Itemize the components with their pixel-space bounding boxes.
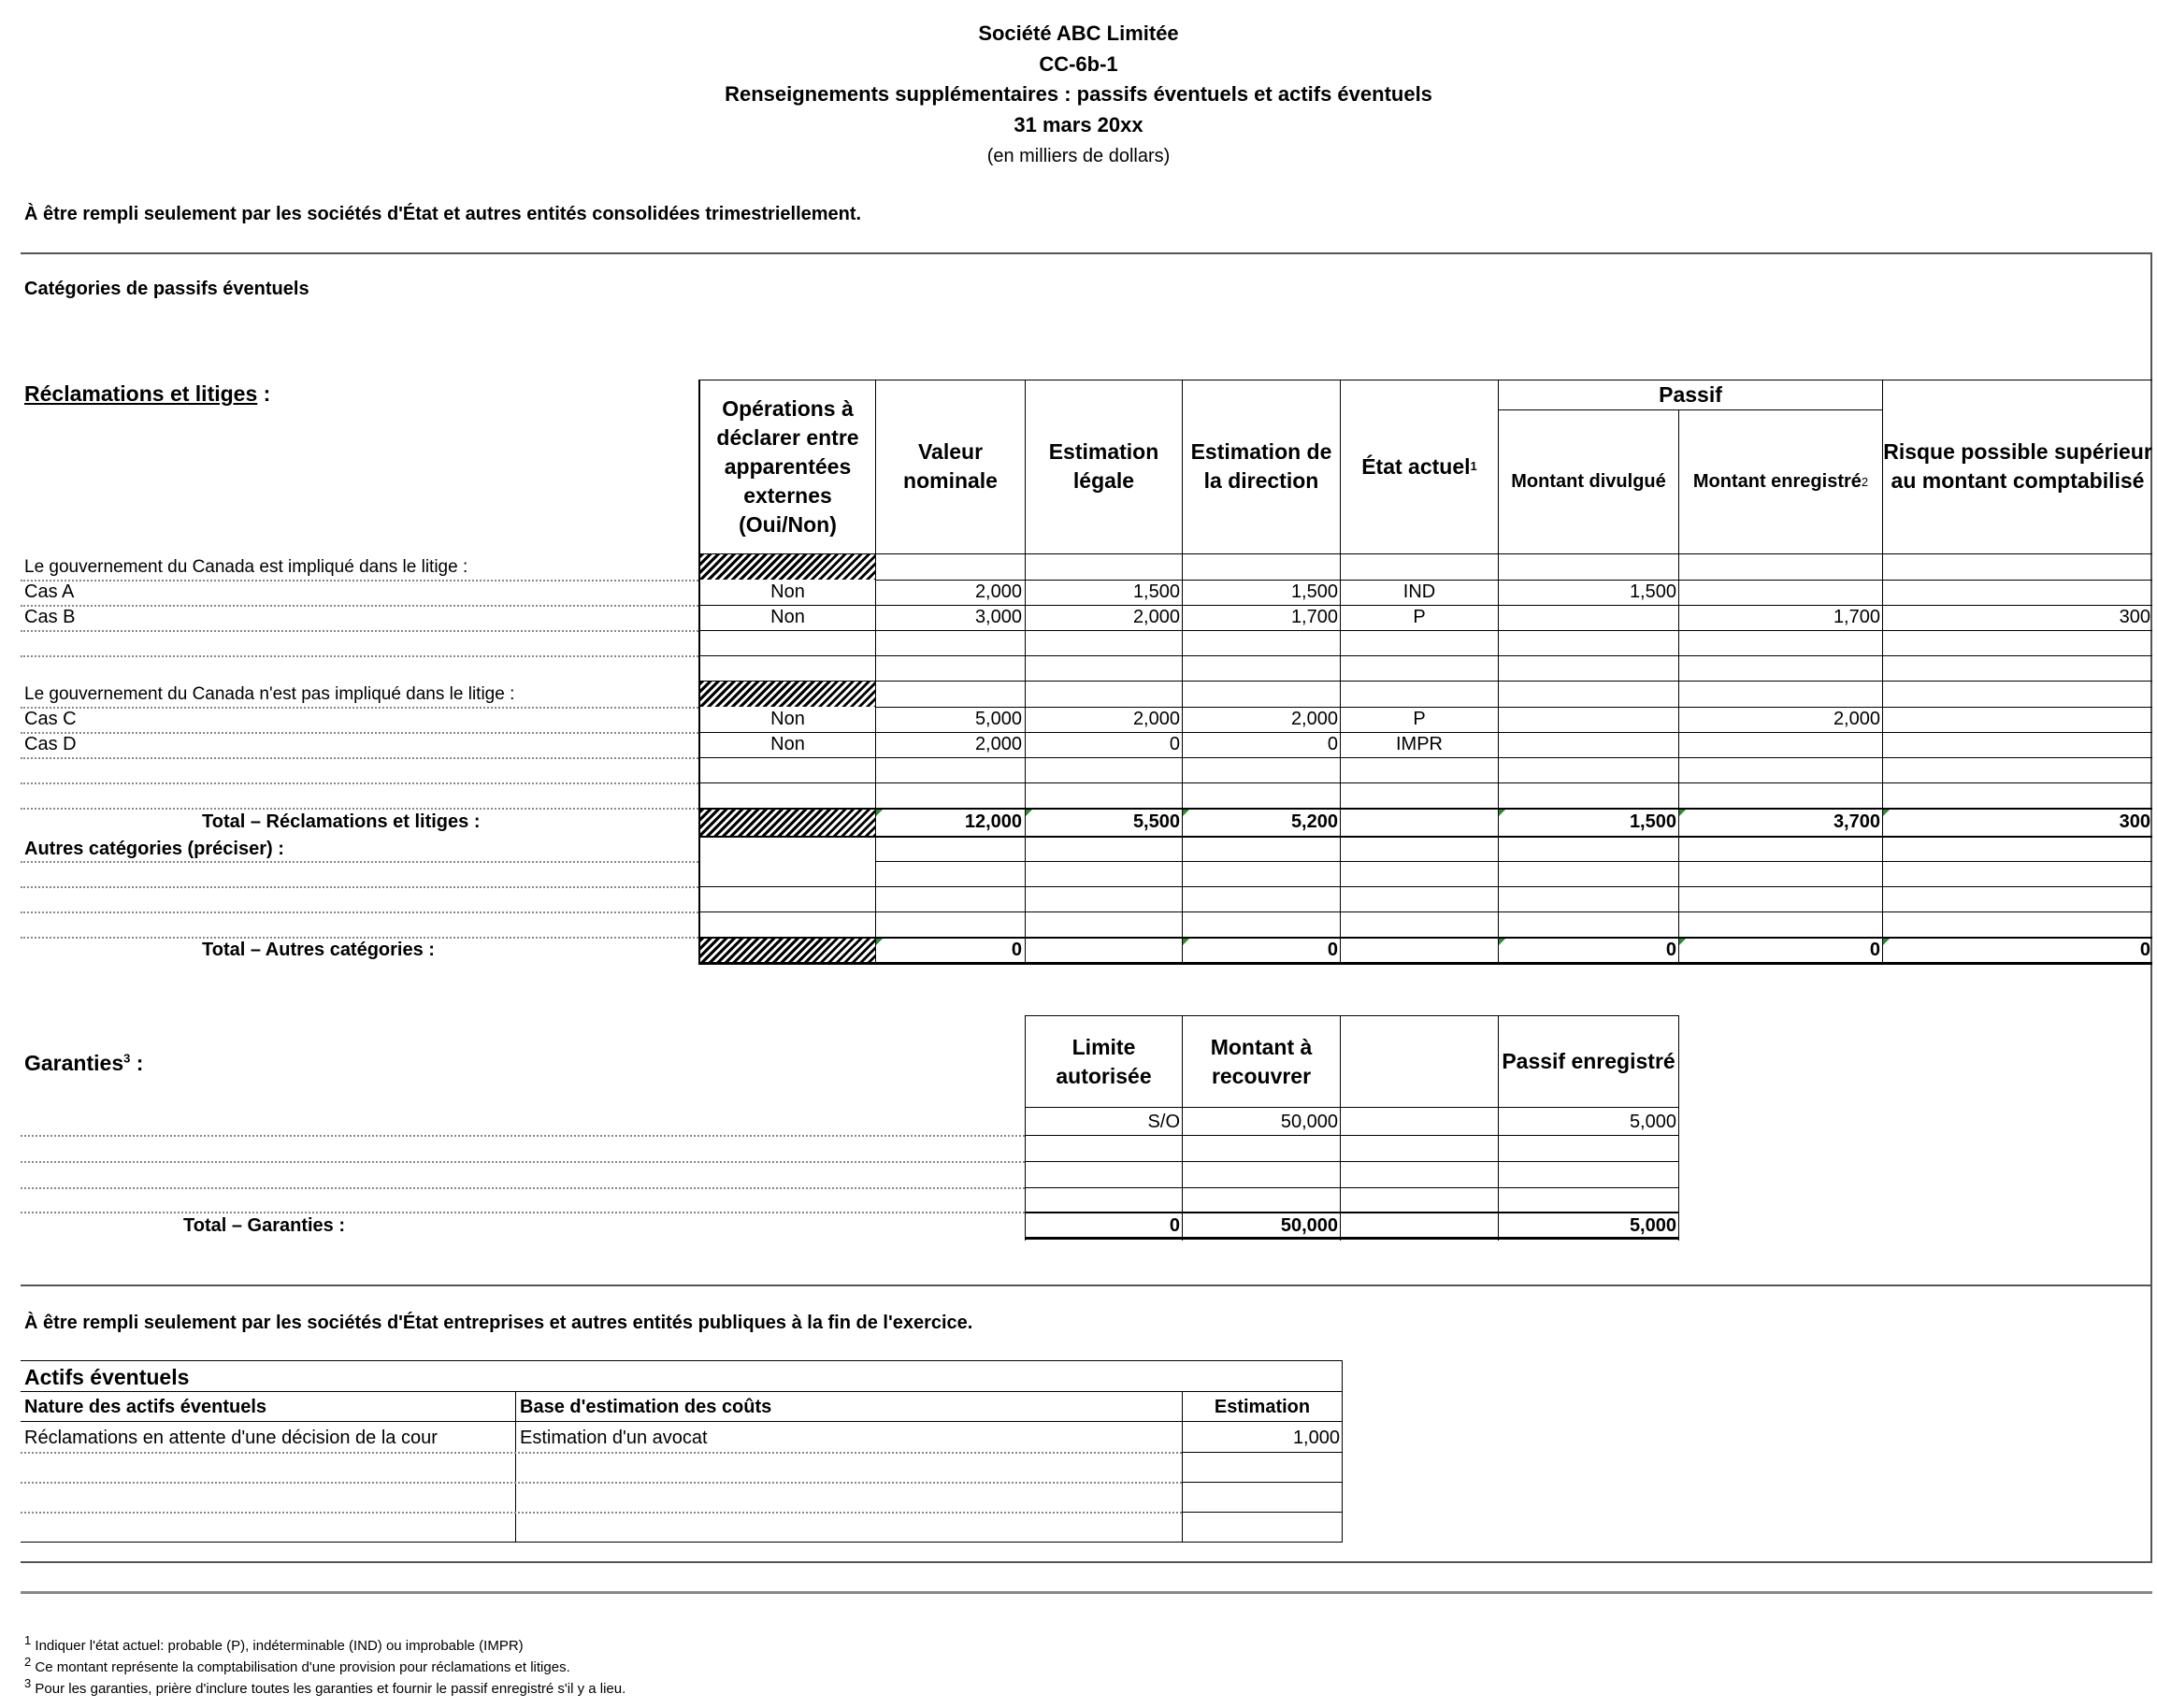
total-other-nominal: 0 (1011, 940, 1022, 960)
row-label-cas-b: Cas B (24, 607, 76, 627)
total-claims-recorded: 3,700 (1833, 811, 1880, 832)
group-gov-not-involved: Le gouvernement du Canada n'est pas impliqué dans le litige : (24, 684, 515, 704)
cell-legal: 2,000 (1132, 607, 1180, 627)
footnote-2: $^2$ Ce montant représente la comptabilisation d'une provision pour réclamations et litiges. (24, 1655, 570, 1675)
footer-rule (21, 1591, 2152, 1594)
cell-management: 1,700 (1290, 607, 1338, 627)
col-liability-recorded: Passif enregistré (1502, 1049, 1675, 1073)
notice-year-end: À être rempli seulement par les sociétés d'État entreprises et autres entités publiques à la fin de l'exercice. (24, 1313, 973, 1333)
total-claims-management: 5,200 (1290, 811, 1338, 832)
total-claims-nominal: 12,000 (964, 811, 1022, 832)
asset-nature: Réclamations en attente d'une décision de la cour (24, 1428, 438, 1448)
cell-status: IMPR (1396, 734, 1443, 754)
col-estimate: Estimation (1214, 1397, 1311, 1417)
row-label-cas-c: Cas C (24, 709, 77, 729)
frame-top (21, 252, 2152, 254)
cell-nominal: 2,000 (974, 734, 1022, 754)
guarantee-liability: 5,000 (1629, 1112, 1676, 1132)
col-possible-risk: Risque possible supérieur au montant comptabilisé (1883, 439, 2152, 493)
footnote-3: $^3$ Pour les garanties, prière d'inclure toutes les garanties et fournir le passif enregistré s'il y a lieu. (24, 1676, 626, 1697)
frame-bottom (21, 1561, 2152, 1563)
cell-related: Non (770, 734, 805, 754)
cell-disclosed: 1,500 (1629, 581, 1676, 602)
cell-management: 1,500 (1290, 581, 1338, 602)
total-guarantees-label: Total – Garanties : (183, 1215, 346, 1236)
cell-recorded: 1,700 (1833, 607, 1880, 627)
total-guarantees-liability: 5,000 (1629, 1215, 1676, 1236)
claims-title-text: Réclamations et litiges (24, 381, 258, 406)
row-label-cas-a: Cas A (24, 581, 75, 602)
cell-related: Non (770, 607, 805, 627)
frame-divider (21, 1285, 2152, 1286)
col-nominal-value: Valeur nominale (903, 439, 998, 493)
hatched-cell (700, 682, 875, 707)
total-other-label: Total – Autres catégories : (202, 940, 435, 960)
cell-recorded: 2,000 (1833, 709, 1880, 729)
total-claims-legal: 5,500 (1132, 811, 1180, 832)
hatched-cell (700, 939, 875, 962)
cell-nominal: 2,000 (974, 581, 1022, 602)
section-label: Catégories de passifs éventuels (24, 279, 309, 299)
total-guarantees-recover: 50,000 (1280, 1215, 1338, 1236)
total-other-disclosed: 0 (1665, 940, 1676, 960)
cell-management: 0 (1327, 734, 1338, 754)
footnote-1: $^1$ Indiquer l'état actuel: probable (P), indéterminable (IND) ou improbable (IMPR) (24, 1633, 524, 1654)
cell-status: P (1413, 607, 1426, 627)
cell-related: Non (770, 581, 805, 602)
cell-legal: 1,500 (1132, 581, 1180, 602)
col-management-estimate: Estimation de la direction (1190, 439, 1332, 493)
form-code: CC-6b-1 (1039, 52, 1118, 76)
cell-status: P (1413, 709, 1426, 729)
notice-quarterly: À être rempli seulement par les sociétés d'État et autres entités consolidées trimestriellement. (24, 204, 862, 224)
cell-legal: 0 (1169, 734, 1180, 754)
total-other-management: 0 (1327, 940, 1338, 960)
claims-title: Réclamations et litiges : (24, 381, 271, 406)
asset-basis: Estimation d'un avocat (520, 1428, 708, 1448)
total-claims-label: Total – Réclamations et litiges : (202, 811, 481, 832)
col-group-passif: Passif (1659, 381, 1722, 407)
cell-related: Non (770, 709, 805, 729)
cell-legal: 2,000 (1132, 709, 1180, 729)
report-date: 31 mars 20xx (1014, 113, 1143, 136)
hatched-cell (700, 810, 875, 836)
cell-management: 2,000 (1290, 709, 1338, 729)
cell-status: IND (1402, 581, 1436, 602)
col-amount-recover: Montant à recouvrer (1210, 1034, 1313, 1088)
col-current-status: État actuel 1 (1361, 453, 1477, 479)
guarantee-limit: S/O (1147, 1112, 1180, 1132)
company-name: Société ABC Limitée (978, 22, 1179, 45)
total-other-recorded: 0 (1869, 940, 1880, 960)
col-asset-nature: Nature des actifs éventuels (24, 1397, 266, 1417)
col-related-parties: Opérations à déclarer entre apparentées externes (Oui/Non) (716, 395, 859, 537)
row-label-cas-d: Cas D (24, 734, 77, 754)
col-amount-recorded: Montant enregistré 2 (1692, 471, 1869, 492)
col-authorized-limit: Limite autorisée (1056, 1034, 1152, 1088)
units-note: (en milliers de dollars) (986, 146, 1171, 166)
assets-title: Actifs éventuels (24, 1365, 190, 1389)
col-legal-estimate: Estimation légale (1048, 439, 1159, 493)
guarantee-recover: 50,000 (1280, 1112, 1338, 1132)
col-amount-disclosed: Montant divulgué (1511, 471, 1666, 492)
page-title: Renseignements supplémentaires : passifs éventuels et actifs éventuels (725, 82, 1432, 106)
total-claims-risk: 300 (2119, 811, 2150, 832)
cell-nominal: 3,000 (974, 607, 1022, 627)
total-guarantees-limit: 0 (1169, 1215, 1180, 1236)
guarantees-title: Garanties$^3$ : (24, 1051, 144, 1075)
group-gov-involved: Le gouvernement du Canada est impliqué dans le litige : (24, 557, 468, 577)
asset-estimate: 1,000 (1292, 1428, 1340, 1448)
col-cost-basis: Base d'estimation des coûts (520, 1397, 772, 1417)
other-categories-label: Autres catégories (préciser) : (24, 839, 284, 859)
cell-nominal: 5,000 (974, 709, 1022, 729)
total-claims-disclosed: 1,500 (1629, 811, 1676, 832)
hatched-cell (700, 554, 875, 580)
total-other-risk: 0 (2139, 940, 2150, 960)
cell-risk: 300 (2119, 607, 2150, 627)
